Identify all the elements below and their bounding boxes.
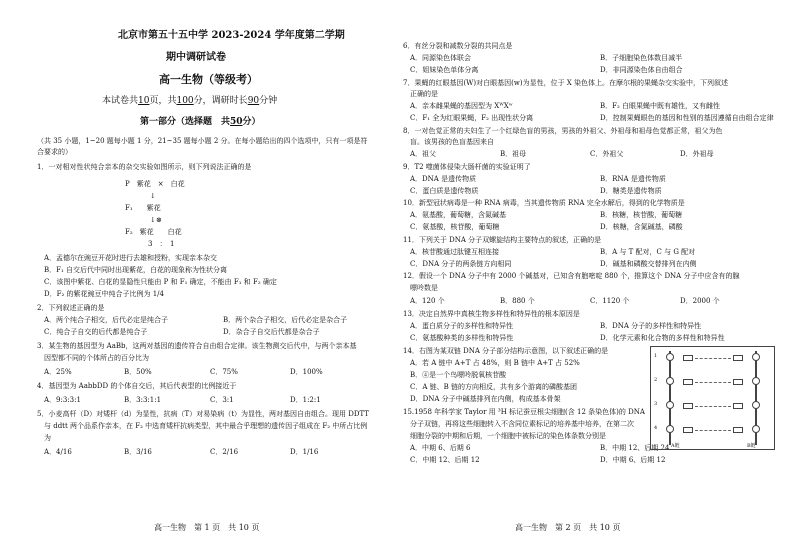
phosphate-circle	[752, 377, 760, 385]
question-text: 嘌呤数是	[410, 284, 438, 292]
option-text: A．4/16	[44, 448, 72, 456]
question-text: 15.1958 年科学家 Taylor 用 ³H 标记蚕豆根尖细胞(含 12 条染色体)的 DNA	[403, 408, 645, 416]
hydrogen-bond	[695, 430, 731, 431]
option-text: D．杂合子自交后代都是杂合子	[223, 328, 320, 336]
option-text: C．该图中紫花、白花的显隐性只能由 P 和 F₁ 确定，不能由 F₁ 和 F₂ 确定	[44, 278, 277, 286]
cross-diagram-ratio: 3 ： 1	[148, 240, 175, 248]
option-text: B．子细胞染色体数目减半	[600, 54, 683, 62]
hydrogen-bond	[695, 406, 731, 407]
option-text: B．3:3:1:1	[124, 396, 162, 404]
phosphate-circle	[752, 425, 760, 433]
phosphate-circle	[752, 401, 760, 409]
option-text: B．3/16	[124, 448, 152, 456]
option-text: A．核苷酸通过肽键互相连接	[410, 248, 500, 256]
base-box	[733, 379, 743, 385]
option-text: A．120 个	[410, 297, 445, 305]
base-box	[683, 427, 693, 433]
option-text: B．F₂ 白眼果蝇中既有雄性，又有雌性	[600, 102, 721, 110]
option-text: C．氨基酸种类的多样性和特异性	[410, 334, 514, 342]
exam-subtitle: 期中调研试卷	[166, 52, 226, 63]
option-text: B．中期 12、后期 24	[600, 444, 670, 452]
question-text: 11．下列关于 DNA 分子双螺旋结构主要特点的叙述，正确的是	[403, 236, 602, 244]
option-text: C．3:1	[210, 396, 234, 404]
option-text: B．两个杂合子相交，后代必定是杂合子	[223, 316, 348, 324]
base-box	[733, 403, 743, 409]
option-text: A．DNA 是遗传物质	[410, 175, 477, 183]
phosphate-circle	[666, 425, 674, 433]
cross-diagram-arrow: ↓	[150, 192, 156, 200]
question-text: 7．果蝇的红眼基因(W)对白眼基因(w)为显性，位于 X 染色体上。在摩尔根的果蝇杂交实验中，下列叙述	[403, 79, 728, 87]
question-text: 分子双链，再将这些细胞转入不含同位素标记的培养基中培养，在第二次	[410, 420, 634, 428]
cross-diagram-f2: F₂ 紫花 白花	[125, 228, 182, 236]
option-text: D．核糖，含氮碱基，磷酸	[600, 223, 683, 231]
subject-title: 高一生物（等级考）	[159, 73, 258, 86]
option-text: D．100%	[290, 368, 323, 376]
option-text: A．亲本雌果蝇的基因型为 XᵂXʷ	[410, 102, 513, 110]
option-text: B．DNA 分子的多样性和特异性	[600, 322, 702, 330]
option-text: B．核糖，核苷酸，葡萄糖	[600, 211, 683, 219]
option-text: A．两个纯合子相交，后代必定是纯合子	[44, 316, 169, 324]
option-text: C．姐妹染色单体分离	[410, 66, 479, 74]
instruction-line: 合要求的）	[37, 148, 72, 156]
base-box	[733, 355, 743, 361]
option-text: C．氨基酸，核苷酸，葡萄糖	[410, 223, 500, 231]
exam-info: 本试卷共10页，共100分，调研时长90分钟	[102, 96, 278, 106]
page-2	[397, 0, 794, 550]
cross-diagram-parents: P 紫花 × 白花	[125, 180, 185, 188]
option-text: C．外祖父	[590, 150, 624, 158]
question-text: 为	[44, 434, 51, 442]
base-box	[733, 427, 743, 433]
question-text: 5．小麦高杆（D）对矮杆（d）为显性，抗病（T）对易染病（t）为显性，两对基因自由组合。现用 DDTT	[37, 410, 369, 418]
option-text: B．A 与 T 配对，C 与 G 配对	[600, 248, 696, 256]
dna-structure-diagram	[650, 346, 775, 450]
option-text: A．9:3:3:1	[44, 396, 81, 404]
phosphate-circle	[666, 353, 674, 361]
option-text: A．祖父	[410, 150, 437, 158]
option-text: C．F₁ 全为红眼果蝇，F₂ 出现性状分离	[410, 114, 534, 122]
option-text: B．④是一个鸟嘌呤脱氧核苷酸	[410, 371, 507, 379]
base-box	[683, 379, 693, 385]
option-text: C．1120 个	[590, 297, 630, 305]
part-title: 第一部分（选择题 共50分）	[140, 117, 261, 127]
cross-diagram-selfing: ↓⊗	[150, 216, 162, 224]
option-text: B．880 个	[500, 297, 535, 305]
option-text: C．中期 12、后期 12	[410, 456, 480, 464]
instruction-line: （共 35 小题，1~20 题每小题 1 分，21~35 题每小题 2 分。在每小题给出的四个选项中，只有一项是符	[37, 137, 368, 145]
option-text: D．2000 个	[680, 297, 720, 305]
option-text: C．DNA 分子的两条链方向相同	[410, 260, 512, 268]
diagram-label: 2	[654, 377, 658, 383]
question-text: 3．某生物的基因型为 AaBb，这两对基因的遗传符合自由组合定律。该生物测交后代中，与两个亲本基	[37, 342, 357, 350]
option-text: C．纯合子自交的后代都是纯合子	[44, 328, 148, 336]
question-text: 因型都不同的个体所占的百分比为	[44, 354, 149, 362]
question-text: 8．一对色觉正常的夫妇生了一个红绿色盲的男孩，男孩的外祖父、外祖母和祖母色觉都正常，祖父为色	[403, 127, 723, 135]
option-text: A．中期 6、后期 6	[410, 444, 471, 452]
strand-b-label: B链	[747, 443, 756, 449]
option-text: D．非同源染色体自由组合	[600, 66, 683, 74]
option-text: A．同源染色体联会	[410, 54, 472, 62]
exam-title: 北京市第五十五中学 2023-2024 学年度第二学期	[118, 30, 345, 41]
option-text: B．RNA 是遗传物质	[600, 175, 666, 183]
question-text: 13．决定自然界中真核生物多样性和特异性的根本原因是	[403, 310, 580, 318]
phosphate-circle	[666, 377, 674, 385]
option-text: C．75%	[210, 368, 238, 376]
diagram-label: 1	[654, 353, 658, 359]
option-text: D．中期 6、后期 12	[600, 456, 666, 464]
question-text: 1．一对相对性状纯合亲本的杂交实验如图所示，则下列说法正确的是	[37, 163, 252, 171]
option-text: D．糖类是遗传物质	[600, 187, 662, 195]
option-text: A．氨基酸，葡萄糖，含氮碱基	[410, 211, 507, 219]
base-box	[683, 403, 693, 409]
question-text: 6．有丝分裂和减数分裂的共同点是	[403, 42, 513, 50]
option-text: A．蛋白质分子的多样性和特异性	[410, 322, 514, 330]
page-footer: 高一生物 第 1 页 共 10 页	[154, 523, 260, 532]
option-text: B．祖母	[500, 150, 527, 158]
question-text: 10．新型冠状病毒是一种 RNA 病毒，当其遗传物质 RNA 完全水解后，得到的化学物质是	[403, 199, 685, 207]
question-text: 4．基因型为 AabbDD 的个体自交后，其后代表型的比例接近于	[37, 382, 237, 390]
question-text: 2．下列叙述正确的是	[37, 304, 105, 312]
question-text: 9．T2 噬菌体侵染大肠杆菌的实验证明了	[403, 163, 531, 171]
option-text: C．2/16	[210, 448, 239, 456]
option-text: C．A 链、B 链的方向相反，共有多个游离的磷酸基团	[410, 383, 578, 391]
option-text: A．孟德尔在豌豆开花时进行去雄和授粉，实现亲本杂交	[44, 254, 218, 262]
option-text: D．1/16	[290, 448, 319, 456]
hydrogen-bond	[695, 382, 731, 383]
phosphate-circle	[666, 401, 674, 409]
option-text: D．碱基和磷酸交替排列在内侧	[600, 260, 697, 268]
option-text: C．蛋白质是遗传物质	[410, 187, 479, 195]
hydrogen-bond	[695, 358, 731, 359]
diagram-label: 4	[654, 425, 658, 431]
option-text: D．DNA 分子中碱基排列在内侧，构成基本骨架	[410, 395, 561, 403]
cross-diagram-f1: F₁ 紫花	[125, 204, 161, 212]
diagram-label: 3	[654, 401, 658, 407]
option-text: A．25%	[44, 368, 72, 376]
question-text: 正确的是	[410, 90, 438, 98]
option-text: D．F₂ 的紫花豌豆中纯合子比例为 1/4	[44, 290, 164, 298]
option-text: D．1:2:1	[290, 396, 321, 404]
question-text: 12．假设一个 DNA 分子中有 2000 个碱基对，已知含有胞嘧啶 880 个，推算这个 DNA 分子中应含有的腺	[403, 272, 740, 280]
question-text: 细胞分裂的中期和后期，一个细胞中被标记的染色体条数分别是	[410, 432, 606, 440]
base-box	[683, 355, 693, 361]
option-text: B．F₁ 自交后代中同时出现紫花，白花的现象称为性状分离	[44, 266, 228, 274]
phosphate-circle	[752, 353, 760, 361]
question-text: 盲。该男孩的色盲基因来自	[410, 138, 494, 146]
option-text: D．外祖母	[680, 150, 714, 158]
option-text: D．控制果蝇眼色的基因和性别的基因遵循自由组合定律	[600, 114, 774, 122]
option-text: B．50%	[124, 368, 152, 376]
strand-a-label: A链	[671, 443, 680, 449]
question-text: 与 ddtt 两个品系作亲本，在 F₂ 中选育矮杆抗病类型，其中最合乎理想的遗传因子组成在 F₂ 中所占比例	[44, 422, 368, 430]
question-text: 14．右图为某双链 DNA 分子部分结构示意图，以下叙述正确的是	[403, 347, 609, 355]
page-footer: 高一生物 第 2 页 共 10 页	[515, 523, 621, 532]
option-text: D．化学元素和化合物的多样性和特异性	[600, 334, 725, 342]
option-text: A．若 A 链中 A+T 占 48%，则 B 链中 A+T 占 52%	[410, 359, 580, 367]
